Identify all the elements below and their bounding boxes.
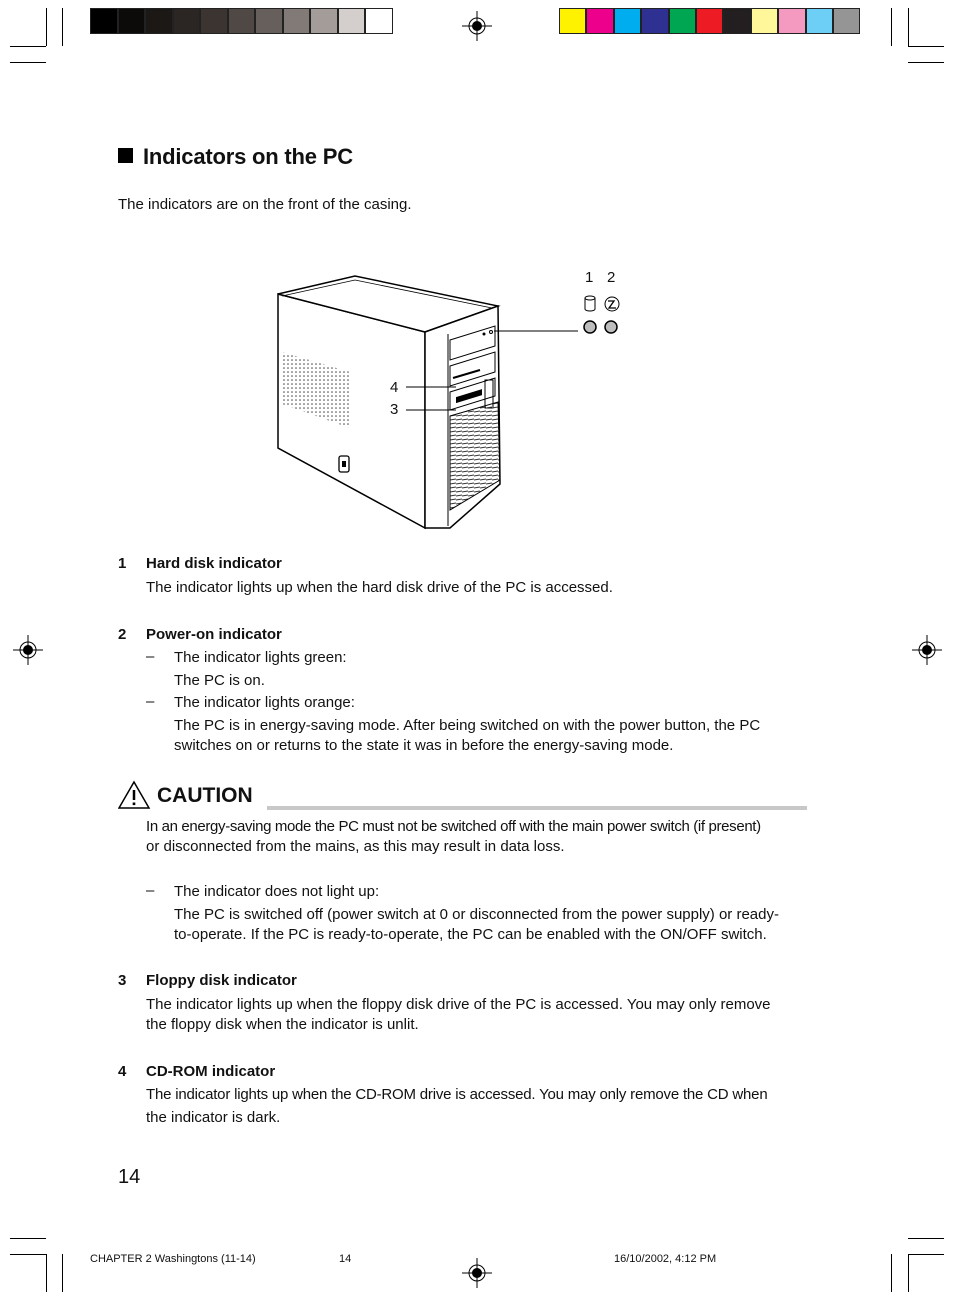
list-item: The indicator does not light up: <box>174 883 380 900</box>
square-bullet-icon <box>118 148 133 163</box>
calibration-swatch <box>338 8 366 34</box>
calibration-swatch <box>751 8 778 34</box>
item-heading: Hard disk indicator <box>146 555 282 572</box>
intro-text: The indicators are on the front of the casing. <box>118 196 412 213</box>
calibration-swatch <box>173 8 201 34</box>
warning-triangle-icon <box>118 780 152 810</box>
calibration-swatch <box>118 8 146 34</box>
calibration-swatch <box>200 8 228 34</box>
list-item: The indicator lights orange: <box>174 694 355 711</box>
list-item-text: The PC is switched off (power switch at 0 or disconnected from the power supply) or ready- <box>174 906 779 923</box>
calibration-swatch <box>559 8 586 34</box>
callout-label-3: 3 <box>390 401 399 418</box>
list-item-text: switches on or returns to the state it was in before the energy-saving mode. <box>174 737 674 754</box>
calibration-swatch <box>614 8 641 34</box>
list-dash: – <box>146 693 155 710</box>
item-text: the floppy disk when the indicator is unlit. <box>146 1016 419 1033</box>
footer-timestamp: 16/10/2002, 4:12 PM <box>614 1253 717 1265</box>
page-title-text: Indicators on the PC <box>143 144 353 169</box>
item-number: 4 <box>118 1063 127 1080</box>
calibration-swatch <box>669 8 696 34</box>
indicator-leds <box>580 293 625 338</box>
calibration-swatch <box>228 8 256 34</box>
footer-page: 14 <box>339 1253 352 1265</box>
page-number: 14 <box>118 1166 141 1188</box>
item-heading: Power-on indicator <box>146 626 282 643</box>
callout-lines <box>398 325 598 420</box>
list-item-text: The PC is in energy-saving mode. After being switched on with the power button, the PC <box>174 717 761 734</box>
calibration-swatch <box>310 8 338 34</box>
calibration-swatch <box>723 8 750 34</box>
callout-label-2: 2 <box>607 269 616 286</box>
list-dash: – <box>146 882 155 899</box>
list-item-text: to-operate. If the PC is ready-to-operate, the PC can be enabled with the ON/OFF switch. <box>174 926 767 943</box>
footer-file-name: CHAPTER 2 Washingtons (11-14) <box>90 1253 256 1265</box>
hard-disk-icon <box>585 296 595 311</box>
item-text: The indicator lights up when the hard disk drive of the PC is accessed. <box>146 579 613 596</box>
caution-text: or disconnected from the mains, as this may result in data loss. <box>146 838 565 855</box>
item-heading: CD-ROM indicator <box>146 1063 276 1080</box>
registration-mark-icon <box>462 11 492 41</box>
calibration-swatch <box>586 8 613 34</box>
list-dash: – <box>146 648 155 665</box>
callout-label-4: 4 <box>390 379 399 396</box>
calibration-swatch <box>641 8 668 34</box>
item-number: 2 <box>118 626 127 643</box>
calibration-swatch <box>255 8 283 34</box>
registration-mark-icon <box>912 635 942 665</box>
calibration-swatch <box>778 8 805 34</box>
calibration-swatch <box>365 8 393 34</box>
callout-label-1: 1 <box>585 269 594 286</box>
power-icon <box>605 297 619 311</box>
item-number: 3 <box>118 972 127 989</box>
page-title <box>118 144 353 170</box>
item-heading: Floppy disk indicator <box>146 972 297 989</box>
list-item: The indicator lights green: <box>174 649 347 666</box>
list-item-text: The PC is on. <box>174 672 265 689</box>
item-text: The indicator lights up when the floppy disk drive of the PC is accessed. You may only remove <box>146 996 771 1013</box>
calibration-swatch <box>833 8 860 34</box>
item-text: the indicator is dark. <box>146 1109 281 1126</box>
calibration-swatch <box>696 8 723 34</box>
calibration-swatch <box>283 8 311 34</box>
registration-mark-icon <box>462 1258 492 1288</box>
caution-heading: CAUTION <box>157 784 253 807</box>
caution-rule <box>267 806 807 810</box>
calibration-swatch <box>90 8 118 34</box>
hard-disk-led <box>584 321 596 333</box>
caution-text: In an energy-saving mode the PC must not be switched off with the main power switch (if present) <box>146 818 761 835</box>
item-text: The indicator lights up when the CD-ROM drive is accessed. You may only remove the CD when <box>146 1086 768 1103</box>
calibration-swatch <box>806 8 833 34</box>
power-led <box>605 321 617 333</box>
item-number: 1 <box>118 555 127 572</box>
calibration-swatch <box>145 8 173 34</box>
registration-mark-icon <box>13 635 43 665</box>
